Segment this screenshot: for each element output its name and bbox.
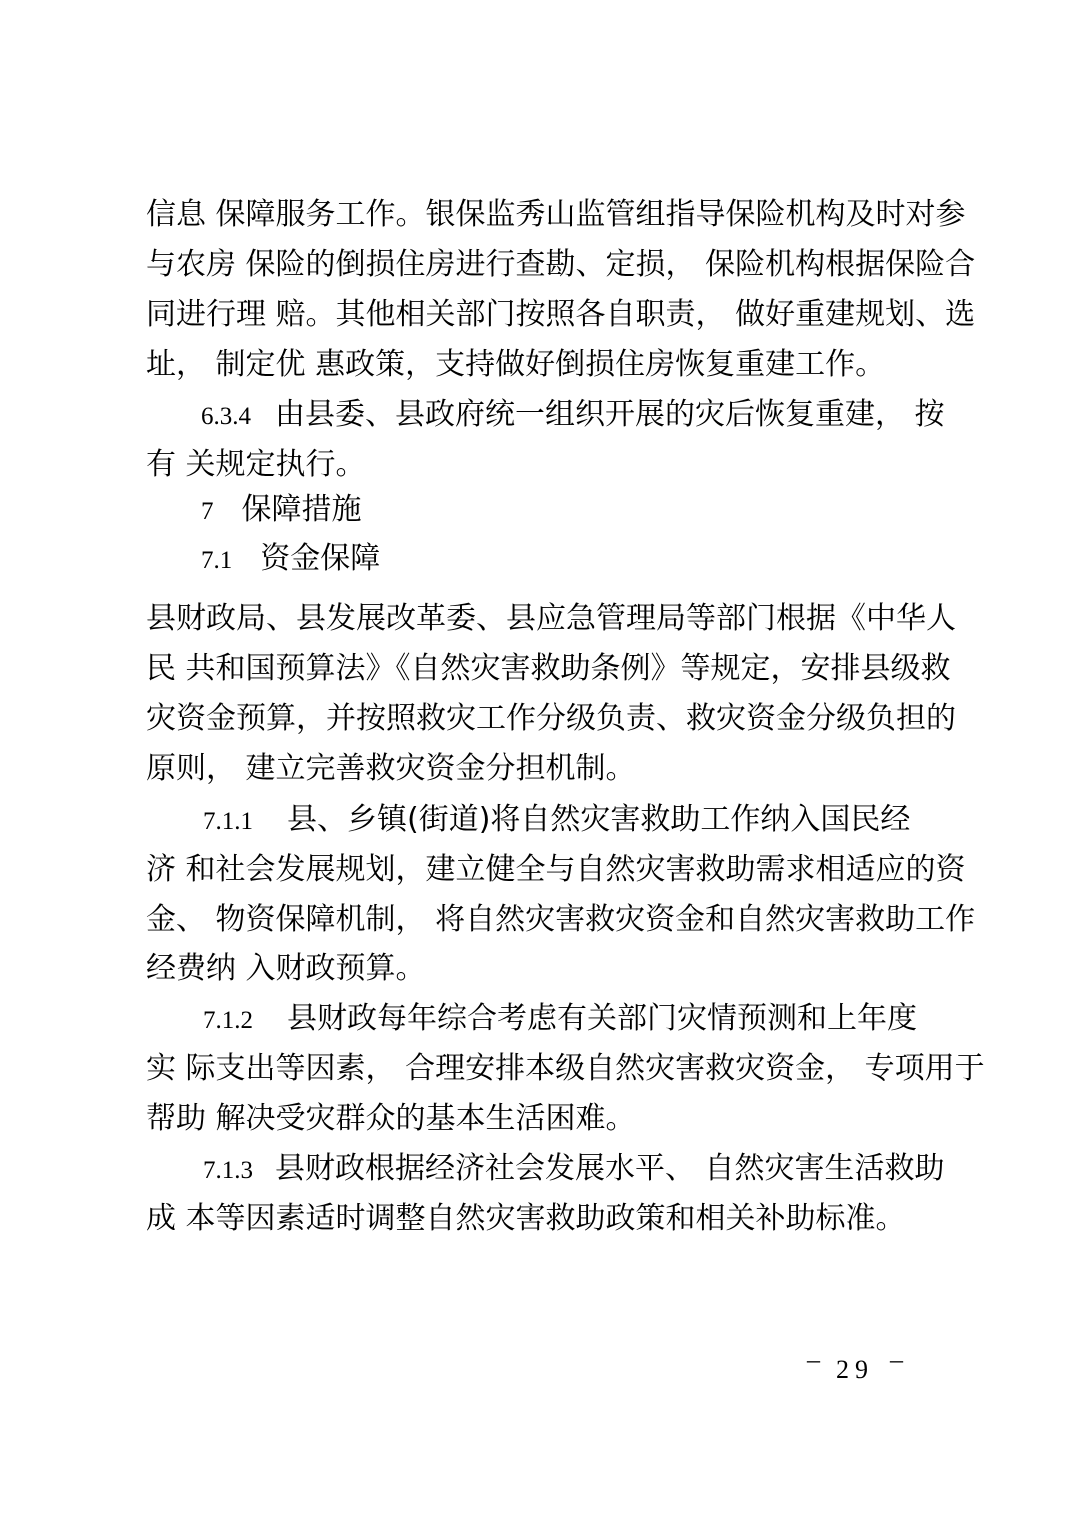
body-line: 址， 制定优 惠政策，支持做好倒损住房恢复重建工作。	[146, 347, 886, 382]
section-heading-7-1-2	[203, 997, 917, 1041]
page-number-dash-left: –	[807, 1345, 820, 1374]
section-text: 保障措施	[241, 492, 362, 527]
body-line: 灾资金预算，并按照救灾工作分级负责、救灾资金分级负担的	[146, 701, 956, 736]
section-number: 6.3.4	[201, 403, 251, 430]
body-line: 有 关规定执行。	[146, 447, 366, 482]
body-line: 成 本等因素适时调整自然灾害救助政策和相关补助标准。	[146, 1201, 906, 1236]
body-line: 实 际支出等因素， 合理安排本级自然灾害救灾资金， 专项用于	[146, 1051, 985, 1086]
section-heading-7-1-1	[203, 798, 910, 842]
section-heading-6-3-4	[201, 393, 945, 437]
section-text: 县财政根据经济社会发展水平、 自然灾害生活救助	[275, 1151, 945, 1186]
section-heading-7	[201, 488, 362, 532]
section-number: 7.1.1	[203, 808, 253, 835]
section-number: 7.1	[201, 547, 233, 574]
body-line: 经费纳 入财政预算。	[146, 951, 426, 986]
body-line: 信息 保障服务工作。银保监秀山监管组指导保险机构及时对参	[146, 197, 966, 232]
section-text: 由县委、县政府统一组织开展的灾后恢复重建， 按	[275, 397, 945, 432]
section-text: 县、乡镇(街道)将自然灾害救助工作纳入国民经	[287, 802, 911, 837]
section-number: 7	[201, 498, 214, 525]
section-text: 资金保障	[260, 541, 381, 576]
section-text: 县财政每年综合考虑有关部门灾情预测和上年度	[287, 1001, 917, 1036]
section-heading-7-1	[201, 537, 380, 581]
body-line: 帮助 解决受灾群众的基本生活困难。	[146, 1101, 636, 1136]
body-line: 原则， 建立完善救灾资金分担机制。	[146, 751, 636, 786]
body-line: 民 共和国预算法》《自然灾害救助条例》等规定，安排县级救	[146, 651, 951, 686]
section-number: 7.1.2	[203, 1007, 253, 1034]
body-line: 济 和社会发展规划，建立健全与自然灾害救助需求相适应的资	[146, 852, 966, 887]
section-number: 7.1.3	[203, 1157, 253, 1184]
page-number	[807, 1345, 903, 1390]
section-heading-7-1-3	[203, 1147, 945, 1191]
body-line: 与农房 保险的倒损住房进行查勘、定损， 保险机构根据保险合	[146, 247, 976, 282]
page-number-value: 29	[836, 1355, 874, 1384]
page-number-dash-right: –	[890, 1345, 903, 1374]
body-line: 县财政局、县发展改革委、县应急管理局等部门根据《中华人	[146, 601, 956, 636]
body-line: 同进行理 赔。其他相关部门按照各自职责， 做好重建规划、选	[146, 297, 976, 332]
body-line: 金、 物资保障机制， 将自然灾害救灾资金和自然灾害救助工作	[146, 902, 976, 937]
